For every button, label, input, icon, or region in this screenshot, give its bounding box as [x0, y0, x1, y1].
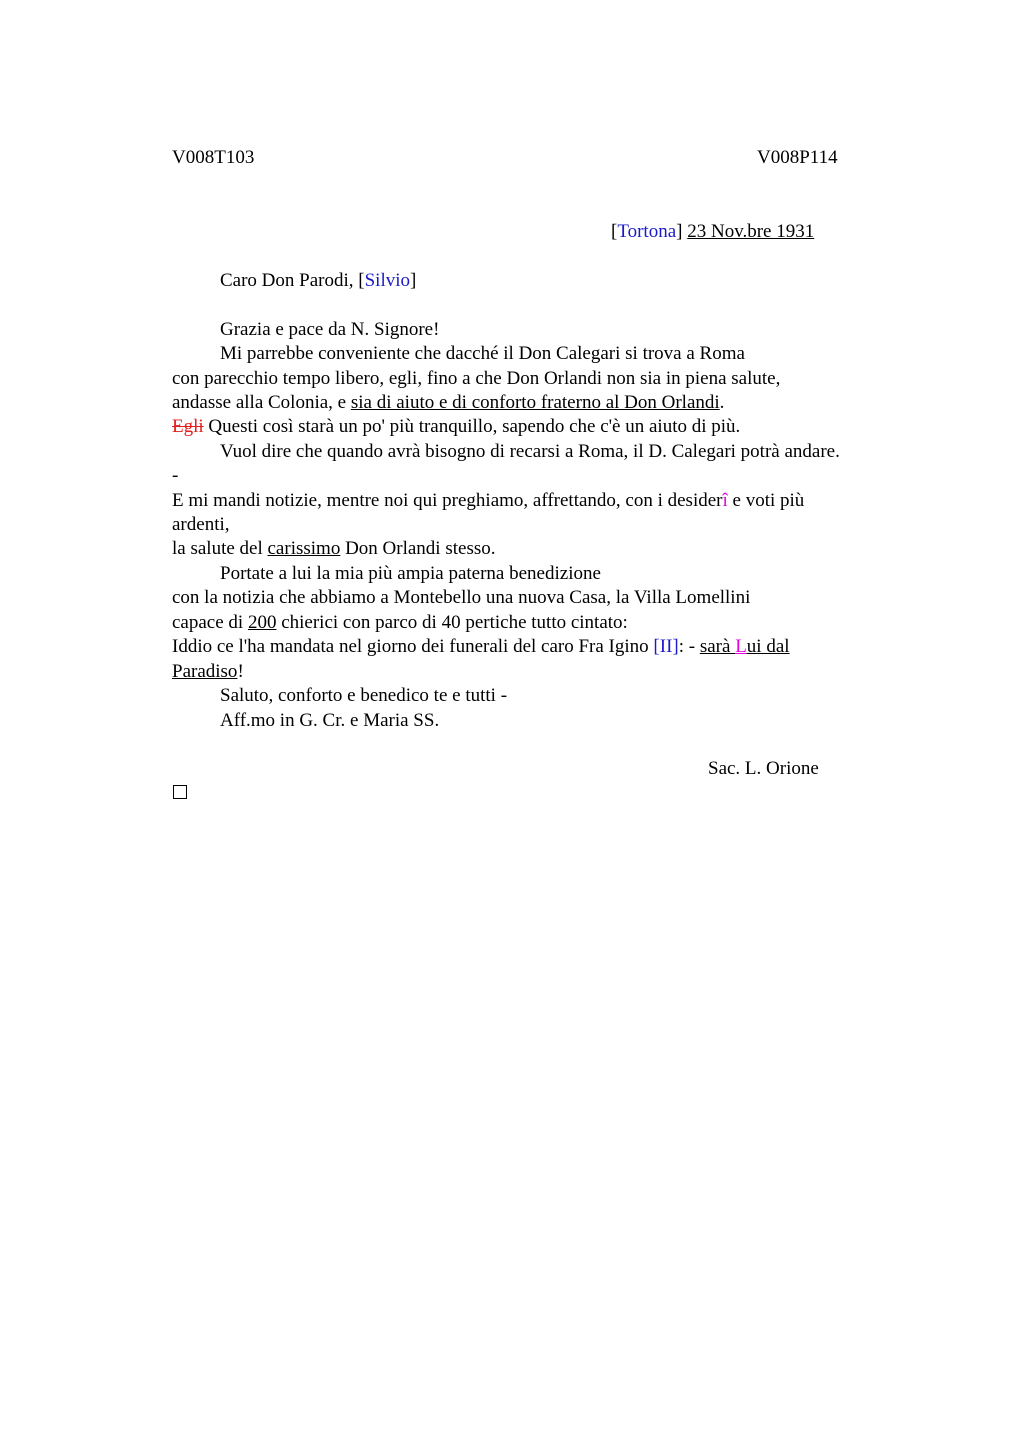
body-line: andasse alla Colonia, e sia di aiuto e di conforto fraterno al Don Orlandi. — [172, 392, 725, 413]
underlined-text: sia di aiuto e di conforto fraterno al Don Orlandi — [350, 392, 720, 413]
bracket: [ — [611, 221, 618, 242]
salutation: Caro Don Parodi, [Silvio] — [220, 270, 417, 291]
body-line: con parecchio tempo libero, egli, fino a che Don Orlandi non sia in piena salute, — [172, 368, 781, 389]
body-line: con la notizia che abbiamo a Montebello una nuova Casa, la Villa Lomellini — [172, 587, 751, 608]
recipient-name: Silvio — [364, 270, 410, 291]
body-line: Portate a lui la mia più ampia paterna benedizione — [220, 563, 601, 584]
checkbox-square-icon — [173, 785, 187, 799]
corrected-char: î — [722, 490, 728, 511]
underlined-text: Paradiso — [172, 661, 238, 682]
body-line: Mi parrebbe conveniente che dacché il Don Calegari si trova a Roma — [220, 343, 745, 364]
body-line: ardenti, — [172, 514, 230, 535]
signature: Sac. L. Orione — [708, 758, 819, 779]
dateline — [611, 220, 814, 244]
document-code-right: V008P114 — [757, 147, 838, 168]
letter-date: 23 Nov.bre 1931 — [687, 221, 815, 242]
document-code-left: V008T103 — [172, 147, 255, 168]
body-line: Paradiso! — [172, 661, 244, 682]
bracket: ] — [676, 221, 683, 242]
place-name: Tortona — [617, 221, 677, 242]
body-line: Vuol dire che quando avrà bisogno di recarsi a Roma, il D. Calegari potrà andare. — [220, 441, 840, 462]
body-line: E mi mandi notizie, mentre noi qui preghiamo, affrettando, con i desiderî e voti più — [172, 490, 805, 511]
body-line: Saluto, conforto e benedico te e tutti - — [220, 685, 508, 706]
body-line: la salute del carissimo Don Orlandi stesso. — [172, 538, 496, 559]
closing-line: Aff.mo in G. Cr. e Maria SS. — [220, 710, 440, 731]
underlined-text: carissimo — [267, 538, 341, 559]
body-line: Egli Questi così starà un po' più tranquillo, sapendo che c'è un aiuto di più. — [172, 416, 741, 437]
deleted-word: Egli — [172, 416, 204, 437]
editorial-note: II — [659, 636, 673, 657]
body-line: capace di 200 chierici con parco di 40 pertiche tutto cintato: — [172, 612, 628, 633]
corrected-char: L — [735, 636, 747, 657]
body-line: Iddio ce l'ha mandata nel giorno dei funerali del caro Fra Igino [II]: - sarà Lui dal — [172, 636, 790, 657]
body-line: - — [172, 465, 179, 486]
underlined-text: 200 — [247, 612, 277, 633]
body-line: Grazia e pace da N. Signore! — [220, 319, 440, 340]
